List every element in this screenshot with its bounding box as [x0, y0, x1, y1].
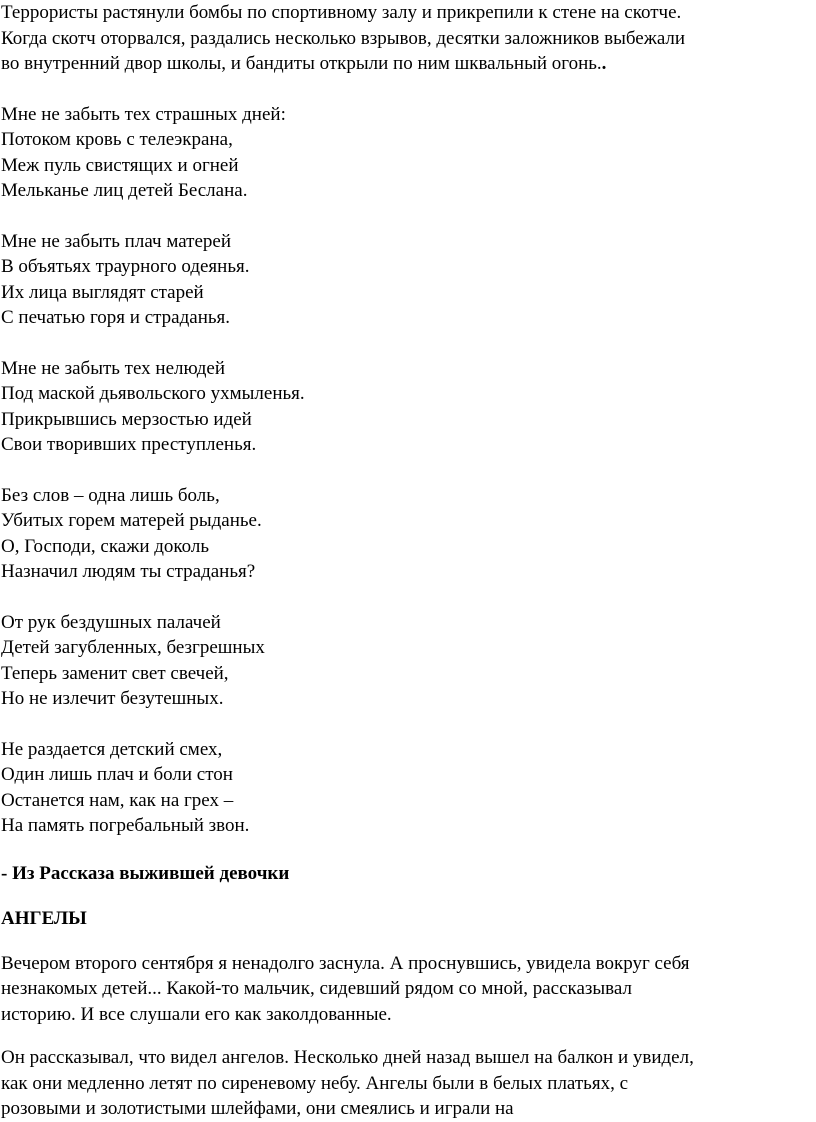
story-line: розовыми и золотистыми шлейфами, они смеялись и играли на: [1, 1098, 514, 1119]
story-line: Вечером второго сентября я ненадолго заснула. А проснувшись, увидела вокруг себя: [1, 952, 690, 974]
poem-line: Потоком кровь с телеэкрана,: [1, 129, 233, 150]
poem-stanza: [1, 737, 816, 839]
story-line: незнакомых детей... Какой-то мальчик, сидевший рядом со мной, рассказывал: [1, 978, 632, 999]
poem-line: Без слов – одна лишь боль,: [1, 484, 220, 506]
poem-line: Назначил людям ты страданья?: [1, 561, 256, 582]
poem-line: С печатью горя и страданья.: [1, 307, 231, 328]
poem-line: Свои творивших преступленья.: [1, 434, 257, 455]
poem-line: В объятьях траурного одеянья.: [1, 256, 250, 277]
section-heading: - Из Рассказа выжившей девочки: [1, 862, 290, 884]
story-title: АНГЕЛЫ: [1, 908, 87, 929]
intro-paragraph: [1, 0, 816, 77]
poem-line: Мне не забыть тех нелюдей: [1, 357, 226, 379]
poem-stanza: [1, 610, 816, 712]
poem-line: Мне не забыть плач матерей: [1, 230, 231, 252]
poem-line: Останется нам, как на грех –: [1, 789, 234, 811]
intro-line: Когда скотч оторвался, раздались несколько взрывов, десятки заложников выбежали: [1, 27, 686, 49]
poem-line: Меж пуль свистящих и огней: [1, 154, 239, 176]
poem-line: Мельканье лиц детей Беслана.: [1, 180, 248, 201]
poem-line: Мне не забыть тех страшных дней:: [1, 103, 286, 125]
poem-stanza: [1, 483, 816, 585]
poem-line: Детей загубленных, безгрешных: [1, 637, 265, 658]
poem-line: Но не излечит безутешных.: [1, 688, 224, 709]
poem-line: Убитых горем матерей рыданье.: [1, 510, 262, 531]
poem-line: На память погребальный звон.: [1, 815, 250, 836]
intro-line-period: .: [601, 53, 607, 74]
poem-line: Прикрывшись мерзостью идей: [1, 408, 252, 430]
poem-line: Их лица выглядят старей: [1, 281, 204, 303]
story-line: как они медленно летят по сиреневому небу. Ангелы были в белых платьях, с: [1, 1072, 629, 1094]
poem-line: Теперь заменит свет свечей,: [1, 662, 229, 684]
story-line: историю. И все слушали его как заколдованные.: [1, 1003, 392, 1025]
poem-line: Не раздается детский смех,: [1, 738, 223, 760]
poem-line: Один лишь плач и боли стон: [1, 764, 233, 785]
poem-line: От рук бездушных палачей: [1, 611, 221, 633]
intro-line: Террористы растянули бомбы по спортивному залу и прикрепили к стене на скотче.: [1, 2, 682, 23]
poem-line: Под маской дьявольского ухмыленья.: [1, 383, 305, 404]
intro-line: [1, 51, 816, 77]
poem-stanza: [1, 356, 816, 458]
story-paragraph: [1, 1045, 816, 1122]
story-line: Он рассказывал, что видел ангелов. Несколько дней назад вышел на балкон и увидел,: [1, 1047, 694, 1068]
poem-stanza: [1, 229, 816, 331]
poem-stanza: [1, 102, 816, 204]
story-paragraph: [1, 951, 816, 1028]
intro-line-text: во внутренний двор школы, и бандиты открыли по ним шквальный огонь.: [1, 53, 602, 74]
poem-line: О, Господи, скажи доколь: [1, 535, 210, 557]
